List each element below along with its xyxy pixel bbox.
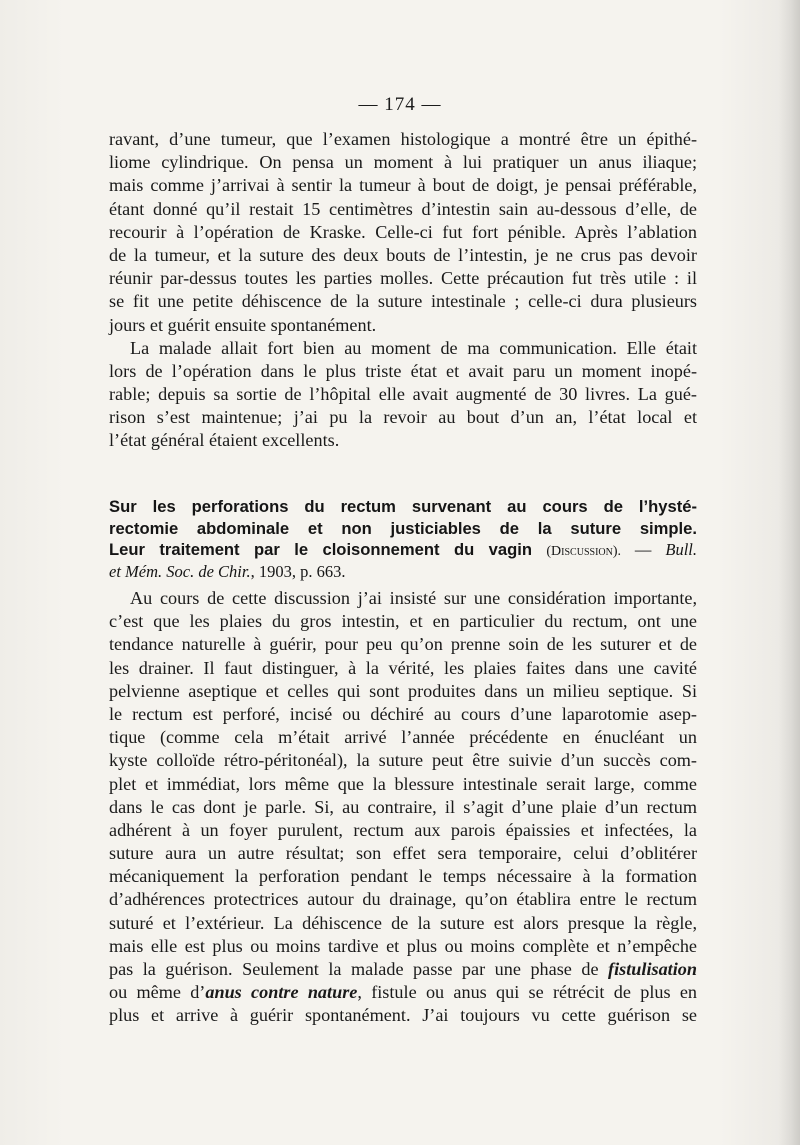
- text-line: c’est que les plaies du gros intestin, et en particulier du rectum, ont une: [109, 611, 697, 632]
- text-line: réunir par-dessus toutes les parties molles. Cette précaution fut très utile : il: [109, 268, 697, 289]
- text-line: lors de l’opération dans le plus triste état et avait paru un moment inopé-: [109, 360, 697, 381]
- text-line: suture aura un autre résultat; son effet sera temporaire, celui d’oblitérer: [109, 843, 697, 864]
- page-edge-shadow: [778, 0, 800, 1145]
- text-line: mécaniquement la perforation pendant le temps nécessaire à la formation: [109, 866, 697, 887]
- text-line: l’état général étaient excellents.: [109, 430, 340, 451]
- citation-line: [109, 561, 697, 583]
- text-line: [109, 981, 697, 1004]
- citation: [546, 540, 697, 559]
- text-line: pelvienne aseptique et celles qui sont produites dans un milieu septique. Si: [109, 680, 697, 701]
- text-line: les drainer. Il faut distinguer, à la vérité, les plaies faites dans une cavité: [109, 657, 697, 678]
- journal-name-cont: et Mém. Soc. de Chir.: [109, 561, 251, 581]
- journal-name: Bull.: [665, 540, 697, 559]
- text-line: La malade allait fort bien au moment de ma communication. Elle était: [130, 337, 697, 358]
- body-text-bottom: [109, 587, 697, 1028]
- heading-line: rectomie abdominale et non justiciables de la suture simple.: [109, 518, 697, 538]
- text-line: plus et arrive à guérir spontanément. J’ai toujours vu cette guérison se: [109, 1005, 697, 1026]
- emphasis-term: fistulisation: [608, 959, 697, 979]
- discussion-label: (Discussion).: [546, 544, 622, 559]
- page-number: — 174 —: [358, 94, 442, 115]
- text-line: recourir à l’opération de Kraske. Celle-ci fut fort pénible. Après l’ablation: [109, 221, 697, 242]
- text-line: rison s’est maintenue; j’ai pu la revoir au bout d’un an, l’état local et: [109, 407, 697, 428]
- body-text-top: [109, 128, 697, 453]
- text-line: adhérent à un foyer purulent, rectum aux parois épaissies et infectées, la: [109, 819, 697, 840]
- heading-line: Sur les perforations du rectum survenant au cours de l’hysté-: [109, 497, 697, 516]
- text-line: se fit une petite déhiscence de la suture intestinale ; celle-ci dura plusieurs: [109, 291, 697, 312]
- text-line-lead: pas la guérison. Seulement la malade passe par une phase de: [109, 959, 599, 979]
- citation-ref: , 1903, p. 663.: [250, 561, 346, 581]
- text-line: mais elle est plus ou moins tardive et plus ou moins complète et n’empêche: [109, 935, 697, 956]
- text-line: ravant, d’une tumeur, que l’examen histologique a montré être un épithé-: [109, 129, 697, 149]
- text-line: dans le cas dont je parle. Si, au contraire, il s’agit d’une plaie d’un rectum: [109, 796, 697, 817]
- text-line: étant donné qu’il restait 15 centimètres d’intestin sain au-dessous d’elle, de: [109, 198, 697, 219]
- text-line: rable; depuis sa sortie de l’hôpital elle avait augmenté de 30 livres. La gué-: [109, 384, 697, 405]
- text-line: de la tumeur, et la suture des deux bouts de l’intestin, je ne crus pas devoir: [109, 244, 697, 265]
- text-line: tique (comme cela m’était arrivé l’année précédente en énucléant un: [109, 727, 697, 748]
- text-line: le rectum est perforé, incisé ou déchiré au cours d’une laparotomie asep-: [109, 703, 697, 724]
- text-line: tendance naturelle à guérir, pour peu qu’on prenne soin de les suturer et de: [109, 634, 697, 655]
- text-line: [109, 958, 697, 981]
- text-line: plet et immédiat, lors même que la blessure intestinale serait large, comme: [109, 773, 697, 794]
- text-line: d’adhérences protectrices autour du drainage, qu’on établira entre le rectum: [109, 889, 697, 910]
- text-line-rest: , fistule ou anus qui se rétrécit de plus en: [357, 982, 697, 1003]
- heading-line: [109, 539, 697, 561]
- text-line-lead: ou même d’: [109, 982, 206, 1003]
- emphasis-term: anus contre nature: [205, 982, 358, 1003]
- text-line: jours et guérit ensuite spontanément.: [109, 314, 377, 335]
- text-line: mais comme j’arrivai à sentir la tumeur à bout de doigt, je pensai préférable,: [109, 175, 697, 196]
- text-line: kyste colloïde rétro-péritonéal), la suture peut être suivie d’un succès com-: [109, 750, 697, 771]
- dash: —: [621, 540, 666, 559]
- text-line: liome cylindrique. On pensa un moment à lui pratiquer un anus iliaque;: [109, 152, 697, 173]
- heading-line-text: Leur traitement par le cloisonnement du vagin: [109, 540, 532, 559]
- section-heading: [109, 496, 697, 582]
- text-line: Au cours de cette discussion j’ai insisté sur une considération importante,: [130, 588, 697, 608]
- text-line: suturé et l’extérieur. La déhiscence de la suture est alors presque la règle,: [109, 912, 697, 933]
